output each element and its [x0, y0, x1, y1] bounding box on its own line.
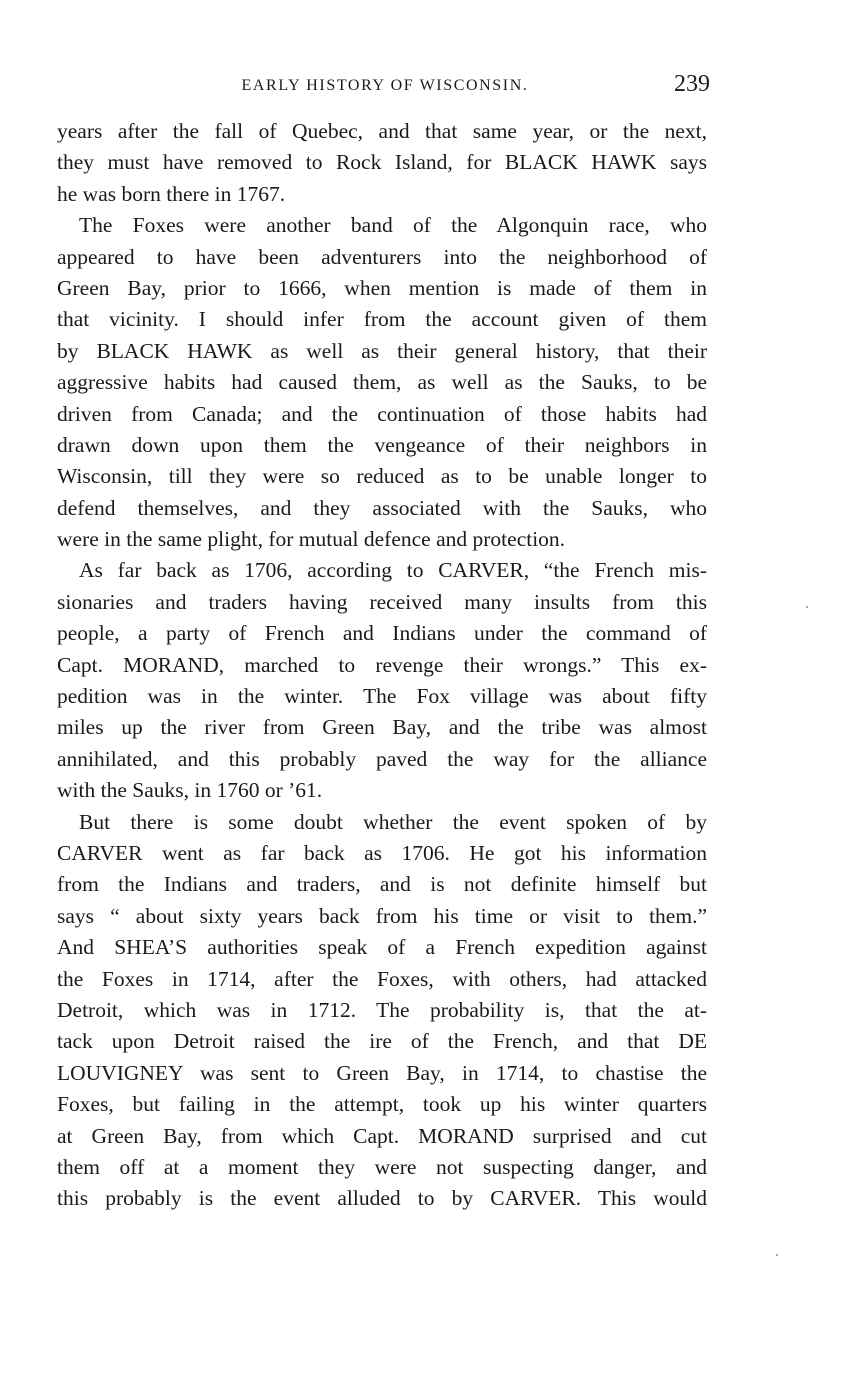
text-line: miles up the river from Green Bay, and the tribe was almost — [57, 715, 707, 740]
text-line: sionaries and traders having received many insults from this — [57, 589, 707, 614]
text-line: Capt. MORAND, marched to revenge their wrongs.” This ex- — [57, 652, 707, 677]
text-line: LOUVIGNEY was sent to Green Bay, in 1714, to chastise the — [57, 1060, 707, 1085]
text-line: that vicinity. I should infer from the account given of them — [57, 307, 707, 332]
text-line: aggressive habits had caused them, as well as the Sauks, to be — [57, 370, 707, 395]
text-line: But there is some doubt whether the event spoken of by — [79, 809, 707, 834]
text-line: Detroit, which was in 1712. The probability is, that the at- — [57, 997, 707, 1022]
paragraph-2 — [57, 210, 707, 555]
text-line: years after the fall of Quebec, and that same year, or the next, — [57, 119, 707, 143]
text-line: people, a party of French and Indians under the command of — [57, 621, 707, 646]
text-line: As far back as 1706, according to CARVER, “the French mis- — [79, 558, 707, 583]
text-line: says “ about sixty years back from his time or visit to them.” — [57, 903, 707, 928]
text-line: tack upon Detroit raised the ire of the French, and that DE — [57, 1029, 707, 1054]
text-line: The Foxes were another band of the Algonquin race, who — [79, 213, 707, 238]
page-number: 239 — [674, 71, 710, 97]
text-line: at Green Bay, from which Capt. MORAND surprised and cut — [57, 1123, 707, 1148]
text-line: drawn down upon them the vengeance of their neighbors in — [57, 432, 707, 457]
text-line: CARVER went as far back as 1706. He got his information — [57, 840, 707, 865]
text-line: Foxes, but failing in the attempt, took up his winter quarters — [57, 1092, 707, 1117]
paper-speck — [806, 606, 808, 608]
text-line: defend themselves, and they associated with the Sauks, who — [57, 495, 707, 520]
paragraph-3 — [57, 555, 707, 806]
text-line: this probably is the event alluded to by CARVER. This would — [57, 1186, 707, 1211]
text-line: by BLACK HAWK as well as their general history, that their — [57, 338, 707, 363]
text-line: were in the same plight, for mutual defence and protection. — [57, 527, 566, 552]
paragraph-1 — [57, 116, 707, 210]
body-text — [57, 116, 707, 1215]
running-title: EARLY HISTORY OF WISCONSIN. — [241, 77, 529, 94]
text-line: Green Bay, prior to 1666, when mention is made of them in — [57, 275, 707, 300]
text-line: annihilated, and this probably paved the way for the alliance — [57, 746, 707, 771]
text-line: pedition was in the winter. The Fox village was about fifty — [57, 684, 707, 709]
text-line: he was born there in 1767. — [57, 181, 286, 206]
text-line: And SHEA’S authorities speak of a French expedition against — [57, 935, 707, 960]
text-line: driven from Canada; and the continuation of those habits had — [57, 401, 707, 426]
text-line: appeared to have been adventurers into the neighborhood of — [57, 244, 707, 269]
text-line: the Foxes in 1714, after the Foxes, with others, had attacked — [57, 966, 707, 991]
text-line: them off at a moment they were not suspecting danger, and — [57, 1154, 707, 1179]
text-line: they must have removed to Rock Island, for BLACK HAWK says — [57, 150, 707, 175]
running-head — [0, 71, 859, 98]
paper-speck — [776, 1254, 778, 1256]
text-line: from the Indians and traders, and is not definite himself but — [57, 872, 707, 897]
text-line: Wisconsin, till they were so reduced as to be unable longer to — [57, 464, 707, 489]
text-line: with the Sauks, in 1760 or ’61. — [57, 778, 323, 803]
paragraph-4 — [57, 807, 707, 1215]
